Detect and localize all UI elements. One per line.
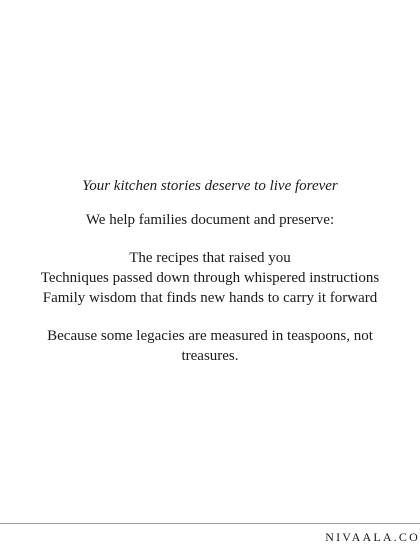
footer-divider [0, 523, 420, 524]
list-item: The recipes that raised you [129, 250, 291, 266]
closing-text: Because some legacies are measured in teaspoons, not treasures. [47, 328, 373, 364]
intro-text: We help families document and preserve: [85, 212, 335, 228]
preserve-list [0, 248, 420, 308]
tagline: Your kitchen stories deserve to live forever [82, 178, 338, 194]
brand-wordmark: NIVAALA.CO [325, 530, 420, 544]
list-item: Family wisdom that finds new hands to carry it forward [42, 290, 378, 306]
main-copy [0, 176, 420, 366]
list-item: Techniques passed down through whispered instructions [40, 270, 380, 286]
